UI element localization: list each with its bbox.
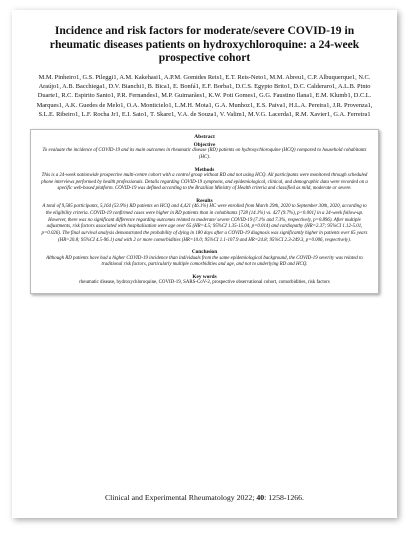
conclusion-text: Although RD patients have had a higher COVID-19 incidence than individuals from the same epidemiological background, the COVID-19 severity was related to traditional risk factors, particularly multiple comorbidities and age, and not to underlying RD and HCQ.: [46, 255, 363, 268]
conclusion-heading: Conclusion: [191, 249, 218, 256]
journal-pages: : 1258-1266.: [264, 493, 305, 502]
paper-page: [12, 10, 397, 518]
paper-title: Incidence and risk factors for moderate/severe COVID-19 in rheumatic diseases patients on hydroxychloroquine: a 24-week prospective cohort: [49, 24, 360, 65]
author-list: M.M. Pinheiro1, G.S. Pileggi1, A.M. Kakehasi1, A.P.M. Gomides Reis1, E.T. Reis-Neto1, M.M. Abreu1, C.P. Albuquerque1, N.C. Araújo1, A.B. Bacchiega1, D.V. Bianchi1, B. Bica1, E. Bonfá1, E.F. Borba1, D.C.S. Egypto Brito1, D.C. Calderaro1, A.L.B. Pinto Duarte1, R.C. Espirito Santo1, P.R. Fernandes1, M.P. Guimarães1, K.W. Poti Gomes1, G.G. Faustino Ilana1, E.M. Klumb1, D.C.L. Marques1, A.K. Guedes de Melo1, O.A. Monticielo1, L.M.H. Mota1, G.A. Munhoz1, E.S. Paiva1, H.L.A. Pereira1, J.R. Provenza1, S.L.E. Ribeiro1, L.F. Rocha Jr1, E.I. Sato1, T. Skare1, V.A. de Souza1, V. Valim1, M.V.G. Lacerda1, R.M. Xavier1, G.A. Ferreira1: [36, 73, 373, 118]
keywords-text: rheumatic disease, hydroxychloroquine, COVID-19, SARS-CoV-2, prospective observational cohort, comorbidities, risk factors: [79, 280, 330, 286]
journal-citation: [12, 493, 397, 502]
methods-text: This is a 24-week nationwide prospective multi-centre cohort with a control group without RD and not using HCQ. All participants were monitored through scheduled phone interviews performed by health professionals. Details regarding COVID-19 symptoms, and epidemiological, clinical, and demographic data were recorded on a specific web-based platform. COVID-19 was defined according to the Brazilian Ministry of Health criteria and classified as mild, moderate or severe.: [41, 172, 368, 192]
abstract-heading: Abstract: [194, 134, 215, 141]
journal-volume: 40: [256, 493, 265, 502]
objective-heading: Objective: [193, 141, 216, 148]
results-text: A total of 9,585 participants, 5,164 (53.9%) RD patients on HCQ and 4,421 (46.1%) HC were enrolled from March 29th, 2020 to September 30th, 2020, according to the eligibility criteria. COVID-19 confirmed cases were higher in RD patients than in cohabitants [728 (14.1%) vs. 427 (9.7%), p<0.001] in a 24-week follow-up. However, there was no significant difference regarding outcomes related to moderate/ severe COVID-19 (7.1% and 7.3%, respectively, p=0.896). After multiple adjustments, risk factors associated with hospitalisation were age over 65 (HR=4.5; 95%CI 1.35-15.04, p=0.014) and cardiopathy (HR=2.37; 95%CI 1.12-5.01, p=0.026). The final survival analysis demonstrated the probability of dying in 180 days after a COVID-19 diagnosis was significantly higher in patients over 65 years (HR=20.8; 95%CI 4.5-96.1) and with 2 or more comorbidities (HR=10.0; 95%CI 1.1-107.9 and HR=24.8; 95%CI 2.3-249.3, p=0.006, respectively).: [41, 204, 368, 243]
journal-name: Clinical and Experimental Rheumatology 2022;: [104, 493, 255, 502]
keywords-heading: Key words: [192, 274, 217, 281]
results-heading: Results: [196, 197, 213, 204]
abstract-box: [30, 129, 379, 294]
methods-heading: Methods: [194, 166, 215, 173]
objective-text: To evaluate the incidence of COVID-19 and its main outcomes in rheumatic disease (RD) patients on hydroxychloroquine (HCQ) compared to household cohabitants (HC).: [42, 148, 367, 160]
